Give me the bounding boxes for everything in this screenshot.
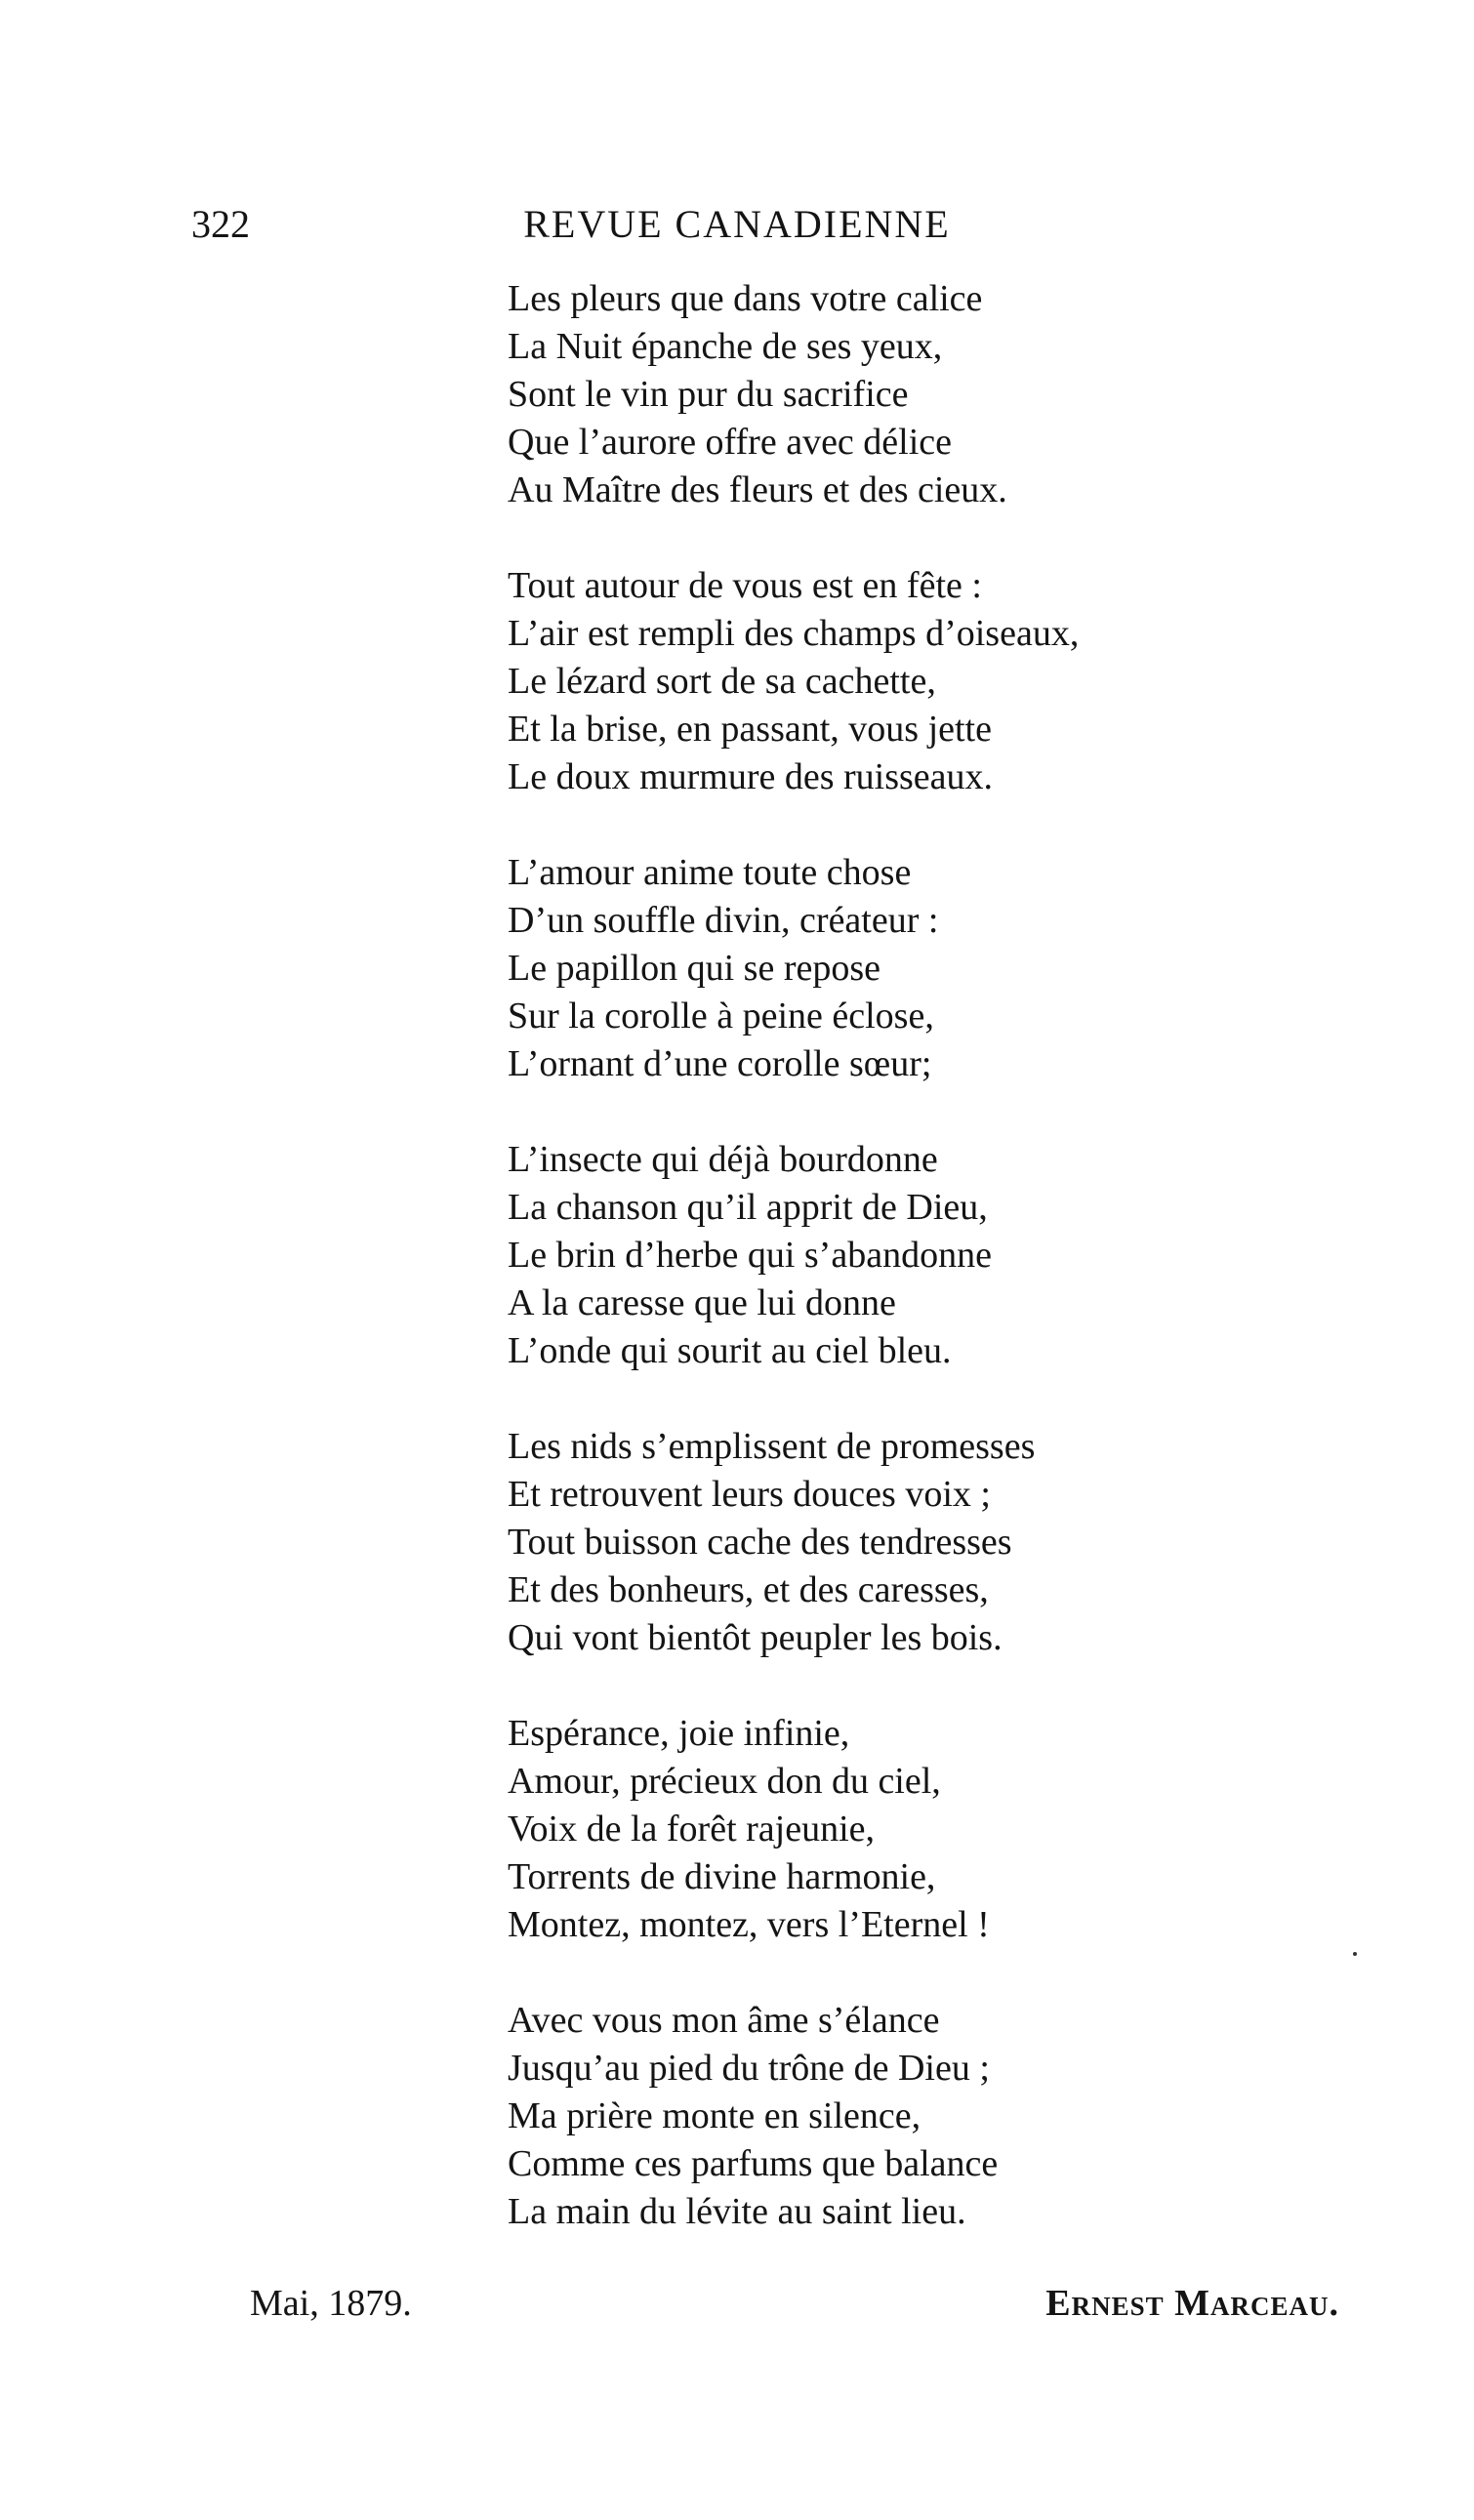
poem-line: Le doux murmure des ruisseaux. [508,756,994,797]
poem-line: Et la brise, en passant, vous jette [508,709,992,750]
poem-line: Au Maître des fleurs et des cieux. [508,469,1007,510]
poem-line: La main du lévite au saint lieu. [508,2191,966,2232]
poem-line: L’onde qui sourit au ciel bleu. [508,1330,952,1371]
stanza [508,1423,1308,1662]
poem-line: Montez, montez, vers l’Eternel ! [508,1904,990,1945]
poem-line: Amour, précieux don du ciel, [508,1761,941,1802]
stanza [508,1136,1308,1375]
poem-line: Avec vous mon âme s’élance [508,2000,940,2041]
stanza [508,275,1308,514]
poem-line: Le papillon qui se repose [508,948,881,989]
poem-line: Le lézard sort de sa cachette, [508,661,936,702]
poem-line: La chanson qu’il apprit de Dieu, [508,1187,988,1228]
author-signature: Ernest Marceau. [1045,2283,1339,2324]
poem-line: A la caresse que lui donne [508,1282,896,1323]
poem-line: Comme ces parfums que balance [508,2143,999,2184]
poem-line: L’air est rempli des champs d’oiseaux, [508,613,1080,654]
poem-line: L’ornant d’une corolle sœur; [508,1043,932,1084]
poem-line: Sur la corolle à peine éclose, [508,996,934,1036]
stanza [508,1710,1308,1949]
running-head: REVUE CANADIENNE [523,202,951,246]
poem-line: Les nids s’emplissent de promesses [508,1426,1036,1467]
poem-line: Le brin d’herbe qui s’abandonne [508,1235,992,1276]
poem-line: L’amour anime toute chose [508,852,912,893]
poem-line: Et des bonheurs, et des caresses, [508,1569,989,1610]
poem-line: Voix de la forêt rajeunie, [508,1809,875,1849]
poem-line: Les pleurs que dans votre calice [508,278,983,319]
poem-line: Tout buisson cache des tendresses [508,1522,1012,1563]
poem-line: Torrents de divine harmonie, [508,1856,936,1897]
poem-line: D’un souffle divin, créateur : [508,900,939,941]
page-number: 322 [191,202,250,246]
stanza [508,849,1308,1088]
poem-line: Tout autour de vous est en fête : [508,565,982,606]
poem-line: La Nuit épanche de ses yeux, [508,326,943,367]
poem-line: Espérance, joie infinie, [508,1713,850,1754]
poem-line: Ma prière monte en silence, [508,2095,921,2136]
poem-line: Et retrouvent leurs douces voix ; [508,1474,991,1515]
date-line: Mai, 1879. [250,2283,412,2324]
poem-line: Jusqu’au pied du trône de Dieu ; [508,2048,990,2089]
poem-line: Sont le vin pur du sacrifice [508,374,909,415]
ink-speck [1353,1952,1357,1956]
poem [508,275,1308,2284]
poem-line: Qui vont bientôt peupler les bois. [508,1617,1003,1658]
poem-line: Que l’aurore offre avec délice [508,422,953,463]
stanza [508,1997,1308,2236]
poem-line: L’insecte qui déjà bourdonne [508,1139,938,1180]
stanza [508,562,1308,801]
